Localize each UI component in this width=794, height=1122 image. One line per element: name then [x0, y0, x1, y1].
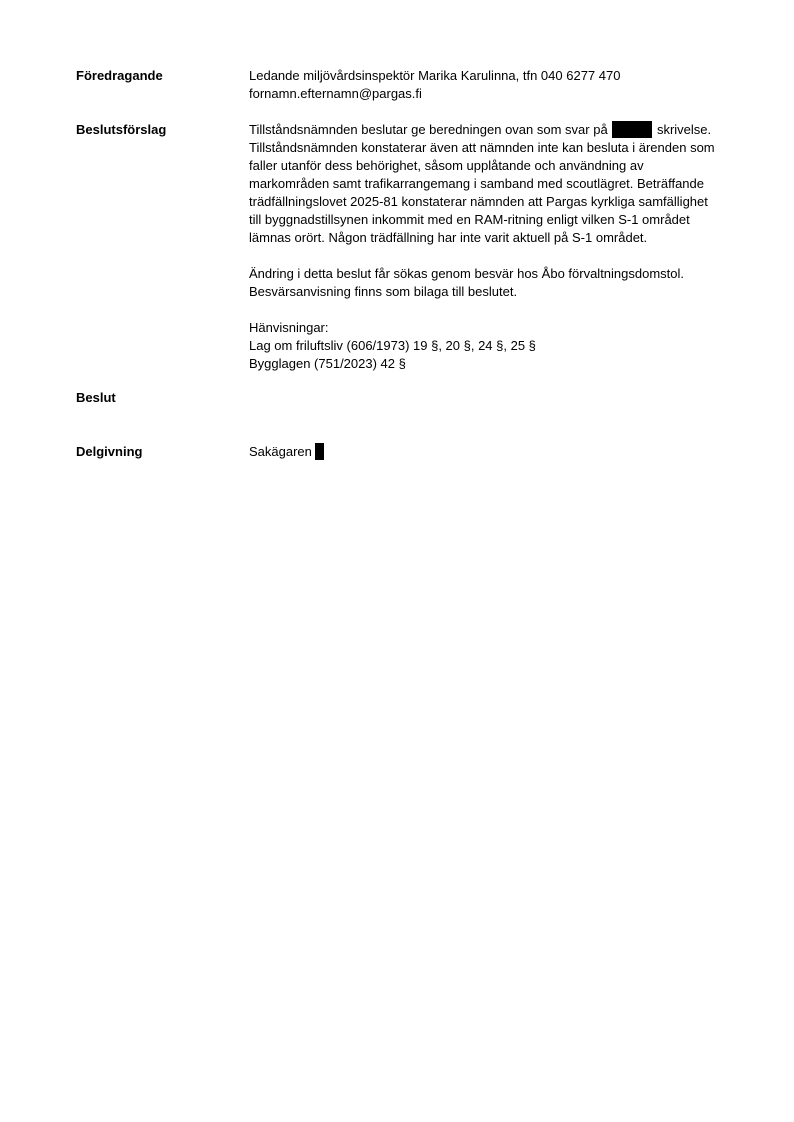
redaction-block: [315, 443, 324, 460]
section-content-foredragande: [249, 67, 744, 103]
section-content-beslutsforslag: [249, 121, 744, 373]
presenter-email: fornamn.efternamn@pargas.fi: [249, 86, 422, 101]
proposal-line-1-end: skrivelse.: [656, 122, 712, 137]
section-label-delgivning: Delgivning: [76, 444, 143, 459]
proposal-line: trädfällningslovet 2025-81 konstaterar nämnden att Pargas kyrkliga samfällighet: [249, 194, 708, 209]
redaction-block: [612, 121, 652, 138]
proposal-line: lämnas orört. Någon trädfällning har inte varit aktuell på S-1 området.: [249, 230, 648, 245]
section-label-beslutsforslag: Beslutsförslag: [76, 122, 167, 137]
proposal-line: faller utanför dess behörighet, såsom upplåtande och användning av: [249, 158, 644, 173]
reference-line: Bygglagen (751/2023) 42 §: [249, 356, 406, 371]
proposal-line: Tillståndsnämnden konstaterar även att nämnden inte kan besluta i ärenden som: [249, 140, 715, 155]
reference-line: Lag om friluftsliv (606/1973) 19 §, 20 §, 24 §, 25 §: [249, 338, 536, 353]
section-label-foredragande: Föredragande: [76, 68, 163, 83]
proposal-line: markområden samt trafikarrangemang i samband med scoutlägret. Beträffande: [249, 176, 704, 191]
appeal-line: Ändring i detta beslut får sökas genom besvär hos Åbo förvaltningsdomstol.: [249, 266, 685, 281]
appeal-line: Besvärsanvisning finns som bilaga till beslutet.: [249, 284, 518, 299]
presenter-line: Ledande miljövårdsinspektör Marika Karulinna, tfn 040 6277 470: [249, 68, 621, 83]
section-label-beslut: Beslut: [76, 390, 116, 405]
proposal-line: till byggnadstillsynen inkommit med en RAM-ritning enligt vilken S-1 området: [249, 212, 690, 227]
proposal-line-1-start: Tillståndsnämnden beslutar ge beredningen ovan som svar på: [249, 122, 608, 137]
proposal-line-1: [249, 121, 744, 139]
references-heading: Hänvisningar:: [249, 320, 329, 335]
section-content-delgivning: [249, 443, 744, 461]
delgivning-recipient: Sakägaren: [249, 444, 312, 459]
